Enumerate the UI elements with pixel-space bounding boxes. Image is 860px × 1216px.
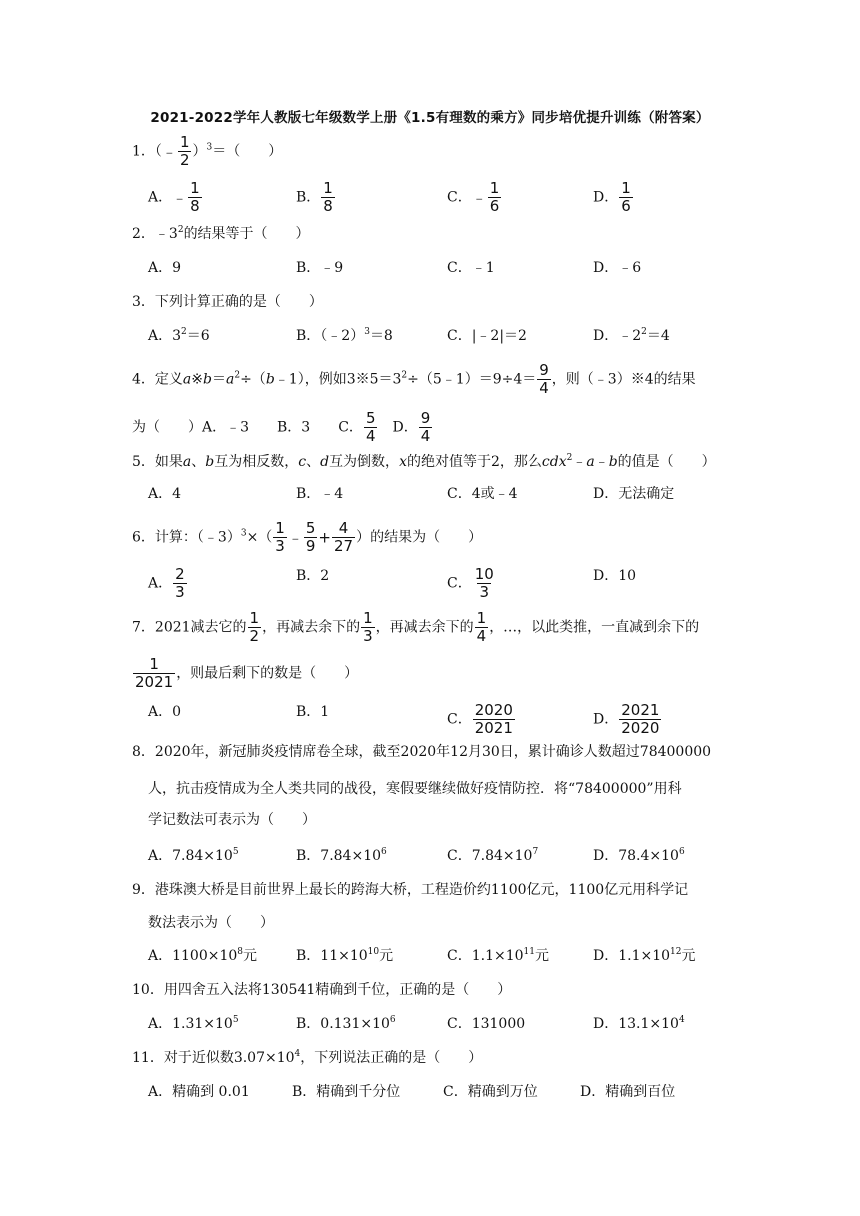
q7-option-c[interactable]: C． $\frac{2020}{2021}$ [447,701,513,737]
q10-option-a[interactable]: A．$1.31\times 10^5$ [148,1015,239,1032]
q3-option-d[interactable]: D．$﹣2^2=4$ [593,327,670,344]
q6-option-d[interactable]: D．10 [593,568,637,584]
q10-option-d[interactable]: D．$13.1\times 10^4$ [593,1015,685,1032]
q5-option-c[interactable]: C．4或﹣4 [447,486,518,502]
q7-option-a[interactable]: A．0 [148,704,182,720]
q5-option-a[interactable]: A．4 [148,486,182,502]
question-8-line-2: 人，抗击疫情成为全人类共同的战役，寒假要继续做好疫情防控．将“78400000”用科 [148,781,682,797]
question-3: 3．下列计算正确的是（ ） [132,294,323,310]
q3-option-c[interactable]: C．|﹣2|＝2 [447,328,527,344]
q2-option-d[interactable]: D．﹣6 [593,260,642,276]
q10-option-c[interactable]: C．131000 [447,1016,526,1032]
question-6: 6．计算：（﹣3）$^3$×（ $\frac{1}{3}$ ﹣ $\frac{5}{9}$ + $\frac{4}{27}$ ）的结果为（ ） [132,519,483,555]
question-10: 10．用四舍五入法将130541精确到千位，正确的是（ ） [132,982,512,998]
q9-option-a[interactable]: A．$1100\times 10^8$元 [148,947,258,964]
q1-option-b[interactable]: B． $\frac{1}{8}$ [296,179,333,215]
q3-option-b[interactable]: B．（﹣2）$^3$＝8 [296,327,393,344]
question-2: 2．$﹣3^2$的结果等于（ ） [132,225,310,242]
question-4-line-2[interactable]: 为（ ）A．﹣3 B．3 C． $\frac{5}{4}$ D． $\frac{9}{4}$ [132,409,431,445]
q1-text: 1．（ [132,143,162,160]
q11-option-a[interactable]: A．精确到 0.01 [148,1084,250,1100]
question-5: 5．如果a、b互为相反数，c、d互为倒数，x的绝对值等于2，那么cdx$^2$﹣a﹣b的值是（ ） [132,453,716,470]
q5-option-b[interactable]: B．﹣4 [296,486,344,502]
question-1: 1．（﹣ $\frac{1}{2}$ ）$^3$＝（ ） [132,133,283,169]
question-4: 4．定义$a※b=a^2\div(b﹣1)$，例如$3※5=3^2\div(5﹣1)=9\div 4=$ $\frac{9}{4}$ ，则（﹣3）※4的结果 [132,361,696,397]
q2-option-c[interactable]: C．﹣1 [447,260,495,276]
q7-option-d[interactable]: D． $\frac{2021}{2020}$ [593,701,660,737]
q8-option-b[interactable]: B．$7.84\times 10^6$ [296,847,387,864]
q8-option-a[interactable]: A．$7.84\times 10^5$ [148,847,239,864]
page-title: 2021-2022学年人教版七年级数学上册《1.5有理数的乘方》同步培优提升训练（附答案） [150,110,710,126]
q6-option-a[interactable]: A． $\frac{2}{3}$ [148,565,185,601]
q8-option-d[interactable]: D．$78.4\times 10^6$ [593,847,685,864]
q1-option-a[interactable]: A．﹣ $\frac{1}{8}$ [148,179,200,215]
q11-option-c[interactable]: C．精确到万位 [443,1084,538,1100]
q11-option-b[interactable]: B．精确到千分位 [292,1084,401,1100]
q7-option-b[interactable]: B．1 [296,704,330,720]
q8-option-c[interactable]: C．$7.84\times 10^7$ [447,847,539,864]
q9-option-d[interactable]: D．$1.1\times 10^{12}$元 [593,947,696,964]
q9-option-b[interactable]: B．$11\times 10^{10}$元 [296,947,394,964]
question-7: 7．2021减去它的 $\frac{1}{2}$ ，再减去余下的 $\frac{1}{3}$ ，再减去余下的 $\frac{1}{4}$ ，…，以此类推，一直减到余下的 [132,609,700,645]
question-9: 9．港珠澳大桥是目前世界上最长的跨海大桥，工程造价约1100亿元，1100亿元用科学记 [132,882,689,898]
question-7-line-2: $\frac{1}{2021}$ ，则最后剩下的数是（ ） [135,655,359,691]
q1-fraction: $\frac{1}{2}$ [179,133,190,169]
q2-option-b[interactable]: B．﹣9 [296,260,344,276]
question-9-line-2: 数法表示为（ ） [148,915,274,931]
q1-option-c[interactable]: C．﹣ $\frac{1}{6}$ [447,179,500,215]
question-8: 8．2020年，新冠肺炎疫情席卷全球，截至2020年12月30日，累计确诊人数超过78400000 [132,744,712,760]
q3-option-a[interactable]: A．$3^2=6$ [148,327,210,344]
q6-option-b[interactable]: B．2 [296,568,330,584]
q5-option-d[interactable]: D．无法确定 [593,486,675,502]
question-11: 11．对于近似数$3.07\times 10^4$，下列说法正确的是（ ） [132,1049,483,1066]
q6-option-c[interactable]: C． $\frac{10}{3}$ [447,565,494,601]
q9-option-c[interactable]: C．$1.1\times 10^{11}$元 [447,947,549,964]
q1-option-d[interactable]: D． $\frac{1}{6}$ [593,179,631,215]
q11-option-d[interactable]: D．精确到百位 [580,1084,676,1100]
q2-option-a[interactable]: A．9 [148,260,182,276]
q10-option-b[interactable]: B．$0.131\times 10^6$ [296,1015,396,1032]
question-8-line-3: 学记数法可表示为（ ） [148,812,316,828]
